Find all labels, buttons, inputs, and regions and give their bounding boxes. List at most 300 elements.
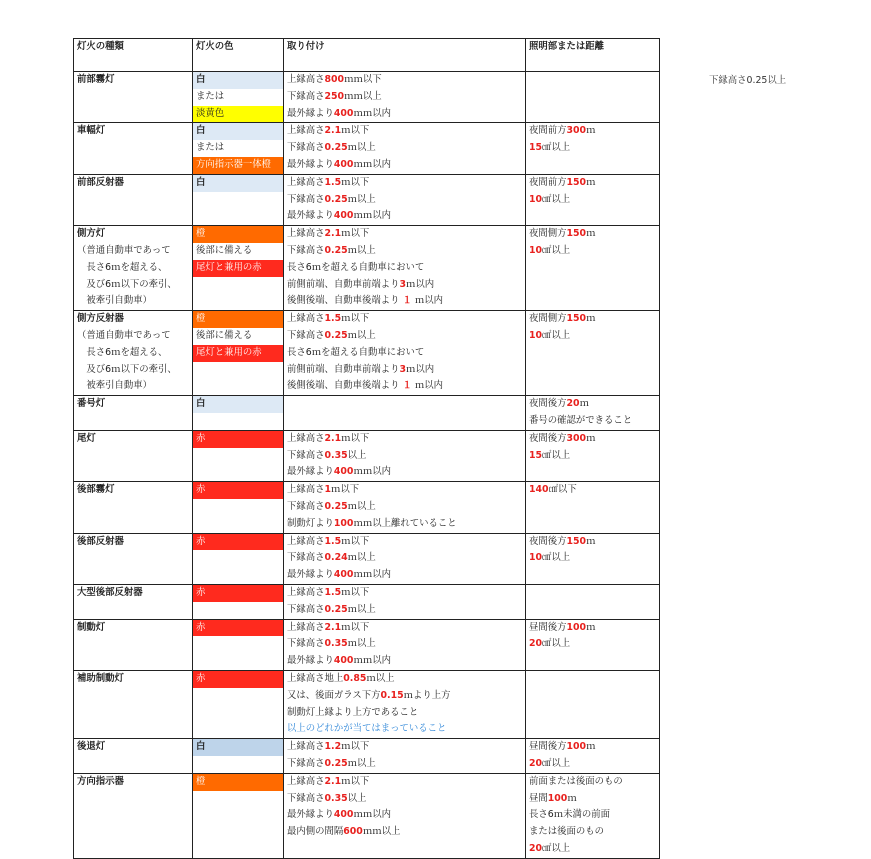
mount-line bbox=[284, 378, 525, 395]
header-color-cell bbox=[192, 39, 283, 71]
mount-line bbox=[284, 157, 525, 174]
text-segment: 長さ6ｍを超える自動車において bbox=[287, 346, 425, 358]
text-segment: 上縁高さ bbox=[287, 125, 325, 137]
text-segment: ㎠以上 bbox=[542, 757, 571, 769]
lamp-kind: 車幅灯 bbox=[77, 125, 106, 137]
color-cell bbox=[192, 396, 283, 430]
text-segment: 以上のどれかが当てはまっていること bbox=[287, 723, 447, 735]
range-cell bbox=[525, 431, 659, 481]
text-segment: 長さ6ｍ未満の前面 bbox=[529, 809, 610, 821]
text-segment: ㎠以上 bbox=[542, 449, 571, 461]
text-segment: ｍ以上 bbox=[347, 244, 376, 256]
lamp-color: 赤 bbox=[193, 671, 283, 688]
text-segment: 前側前端、自動車前端より bbox=[287, 363, 400, 375]
text-segment: ｍ bbox=[586, 125, 596, 137]
mount-cell bbox=[283, 311, 525, 395]
lamp-kind: 側方反射器 bbox=[77, 313, 124, 325]
header-mount: 取り付け bbox=[287, 41, 325, 52]
range-line bbox=[526, 226, 659, 243]
mount-line bbox=[284, 260, 525, 277]
text-segment: 夜間前方 bbox=[529, 125, 567, 137]
text-segment: ㎠以上 bbox=[542, 638, 571, 650]
range-cell bbox=[525, 175, 659, 225]
header-kind: 灯火の種類 bbox=[77, 41, 124, 52]
mount-line bbox=[284, 620, 525, 637]
range-cell bbox=[525, 72, 659, 122]
text-segment: 最外縁より bbox=[287, 210, 334, 222]
text-segment: ㎠以上 bbox=[542, 244, 571, 256]
text-segment: ｍ bbox=[586, 741, 596, 753]
value-highlight: 0.25 bbox=[324, 603, 348, 615]
range-line bbox=[526, 175, 659, 192]
value-highlight: 0.25 bbox=[324, 244, 348, 256]
text-segment: ｍ以下 bbox=[331, 484, 360, 496]
mount-line bbox=[284, 448, 525, 465]
lamp-color: 橙 bbox=[193, 774, 283, 791]
color-cell bbox=[192, 123, 283, 173]
text-segment: 最外縁より bbox=[287, 107, 334, 119]
lamp-kind: 前部反射器 bbox=[77, 176, 124, 188]
value-highlight: 3 bbox=[399, 278, 407, 290]
lamp-color: 赤 bbox=[193, 534, 283, 551]
mount-line bbox=[284, 653, 525, 670]
color-cell bbox=[192, 774, 283, 858]
text-segment: 最外縁より bbox=[287, 809, 334, 821]
text-segment: ｍ bbox=[586, 176, 596, 188]
mount-line bbox=[284, 175, 525, 192]
lamp-color: または bbox=[196, 90, 225, 102]
text-segment: ｍ以上 bbox=[366, 672, 395, 684]
value-highlight: 2.1 bbox=[324, 125, 342, 137]
text-segment: 下縁高さ bbox=[287, 757, 325, 769]
text-segment: ｍ bbox=[586, 228, 596, 240]
color-cell bbox=[192, 311, 283, 395]
value-highlight: 0.25 bbox=[324, 329, 348, 341]
table-row bbox=[74, 430, 659, 481]
range-cell bbox=[525, 774, 659, 858]
range-line bbox=[526, 620, 659, 637]
range-line bbox=[526, 824, 659, 841]
value-highlight: 1.5 bbox=[324, 313, 342, 325]
text-segment: 下縁高さ bbox=[287, 603, 325, 615]
text-segment: 最外縁より bbox=[287, 569, 334, 581]
text-segment: 最内側の間隔 bbox=[287, 826, 344, 838]
text-segment: ｍ以下 bbox=[341, 535, 370, 547]
mount-cell bbox=[283, 226, 525, 310]
lamp-color: 赤 bbox=[193, 585, 283, 602]
value-highlight: 150 bbox=[566, 176, 587, 188]
lamp-color: 赤 bbox=[193, 482, 283, 499]
text-segment: 上縁高さ bbox=[287, 621, 325, 633]
lamp-color: 橙 bbox=[193, 311, 283, 328]
mount-cell bbox=[283, 585, 525, 619]
value-highlight: 400 bbox=[333, 158, 354, 170]
range-cell bbox=[525, 739, 659, 773]
kind-cell bbox=[74, 585, 192, 619]
text-segment: 昼間後方 bbox=[529, 741, 567, 753]
mount-line bbox=[284, 208, 525, 225]
text-segment: 下縁高さ bbox=[287, 244, 325, 256]
value-highlight: 10 bbox=[529, 193, 543, 205]
value-highlight: 400 bbox=[333, 107, 354, 119]
text-segment: ｍ bbox=[586, 535, 596, 547]
text-segment: ｍ以下 bbox=[341, 741, 370, 753]
color-cell bbox=[192, 72, 283, 122]
table-row bbox=[74, 670, 659, 738]
mount-line bbox=[284, 739, 525, 756]
kind-cell bbox=[74, 431, 192, 481]
kind-cell bbox=[74, 396, 192, 430]
lamp-kind-note: 及び6ｍ以下の牽引、 bbox=[77, 363, 177, 375]
text-segment: ｍｍ以下 bbox=[344, 74, 382, 85]
value-highlight: 1 bbox=[324, 484, 332, 496]
table-row bbox=[74, 174, 659, 225]
text-segment: ｍ以上 bbox=[347, 552, 376, 564]
text-segment: 上縁高さ bbox=[287, 741, 325, 753]
text-segment: ｍ以下 bbox=[341, 125, 370, 137]
text-segment: ｍｍ以内 bbox=[353, 569, 391, 581]
table-row bbox=[74, 225, 659, 310]
header-color: 灯火の色 bbox=[196, 41, 234, 52]
color-cell bbox=[192, 534, 283, 584]
mount-cell bbox=[283, 431, 525, 481]
text-segment: ㎠以下 bbox=[548, 484, 577, 496]
range-line bbox=[526, 636, 659, 653]
mount-line bbox=[284, 705, 525, 722]
table-row bbox=[74, 584, 659, 619]
text-segment: 又は、後面ガラス下方 bbox=[287, 689, 381, 701]
range-line bbox=[526, 448, 659, 465]
text-segment: ｍ以上 bbox=[347, 757, 376, 769]
text-segment: 上縁高さ bbox=[287, 176, 325, 188]
text-segment: 最外縁より bbox=[287, 655, 334, 667]
value-highlight: 2.1 bbox=[324, 432, 342, 444]
mount-line bbox=[284, 756, 525, 773]
text-segment: 上縁高さ bbox=[287, 74, 325, 85]
table-header-row bbox=[74, 39, 659, 71]
mount-line bbox=[284, 671, 525, 688]
range-line bbox=[526, 431, 659, 448]
lamp-color: 白 bbox=[193, 72, 283, 89]
kind-cell bbox=[74, 226, 192, 310]
mount-line bbox=[284, 499, 525, 516]
mount-line bbox=[284, 791, 525, 808]
color-cell bbox=[192, 671, 283, 738]
text-segment: ｍより上方 bbox=[403, 689, 451, 701]
kind-cell bbox=[74, 739, 192, 773]
mount-line bbox=[284, 431, 525, 448]
kind-cell bbox=[74, 311, 192, 395]
text-segment: ｍ以下 bbox=[341, 621, 370, 633]
mount-line bbox=[284, 192, 525, 209]
value-highlight: 1.5 bbox=[324, 586, 342, 598]
range-cell bbox=[525, 585, 659, 619]
kind-cell bbox=[74, 72, 192, 122]
header-mount-cell bbox=[283, 39, 525, 71]
color-cell bbox=[192, 226, 283, 310]
kind-cell bbox=[74, 671, 192, 738]
mount-line bbox=[284, 277, 525, 294]
mount-line bbox=[284, 774, 525, 791]
text-segment: ｍｍ以上離れていること bbox=[353, 517, 457, 529]
value-highlight: 150 bbox=[566, 313, 587, 325]
range-line bbox=[526, 311, 659, 328]
text-segment: ｍ以下 bbox=[341, 775, 370, 787]
mount-line bbox=[284, 311, 525, 328]
lamp-kind: 大型後部反射器 bbox=[77, 586, 143, 598]
range-line bbox=[526, 396, 659, 413]
text-segment: 最外縁より bbox=[287, 466, 334, 478]
value-highlight: 0.35 bbox=[324, 449, 348, 461]
value-highlight: 1.2 bbox=[324, 741, 342, 753]
text-segment: 最外縁より bbox=[287, 158, 334, 170]
range-line bbox=[526, 413, 659, 430]
lamp-kind: 制動灯 bbox=[77, 621, 106, 633]
text-segment: 下縁高さ bbox=[287, 193, 325, 205]
mount-cell bbox=[283, 774, 525, 858]
value-highlight: 400 bbox=[333, 210, 354, 222]
value-highlight: 0.35 bbox=[324, 638, 348, 650]
mount-line bbox=[284, 636, 525, 653]
value-highlight: １ bbox=[402, 380, 412, 392]
text-segment: ｍｍ以上 bbox=[344, 90, 382, 102]
text-segment: 夜間後方 bbox=[529, 398, 567, 410]
range-line bbox=[526, 140, 659, 157]
header-kind-cell bbox=[74, 39, 192, 71]
range-cell bbox=[525, 396, 659, 430]
range-line bbox=[526, 192, 659, 209]
kind-cell bbox=[74, 534, 192, 584]
value-highlight: 0.85 bbox=[343, 672, 367, 684]
text-segment: 昼間後方 bbox=[529, 621, 567, 633]
mount-line bbox=[284, 567, 525, 584]
text-segment: 昼間 bbox=[529, 792, 548, 804]
mount-cell bbox=[283, 620, 525, 670]
mount-line bbox=[284, 226, 525, 243]
text-segment: 下縁高さ bbox=[287, 329, 325, 341]
value-highlight: 15 bbox=[529, 449, 543, 461]
text-segment: ｍ bbox=[586, 313, 596, 325]
lamp-color: 後部に備える bbox=[196, 244, 253, 256]
lighting-spec-table bbox=[73, 38, 660, 859]
color-cell bbox=[192, 482, 283, 532]
lamp-kind-note: 被牽引自動車） bbox=[77, 295, 153, 307]
text-segment: 制動灯上縁より上方であること bbox=[287, 706, 419, 718]
text-segment: 夜間後方 bbox=[529, 432, 567, 444]
range-line bbox=[526, 534, 659, 551]
table-row bbox=[74, 122, 659, 173]
text-segment: 上縁高さ bbox=[287, 313, 325, 325]
text-segment: ｍ以下 bbox=[341, 313, 370, 325]
value-highlight: 15 bbox=[529, 142, 543, 154]
text-segment: 上縁高さ bbox=[287, 432, 325, 444]
text-segment: 上縁高さ bbox=[287, 586, 325, 598]
text-segment: 下縁高さ bbox=[287, 449, 325, 461]
text-segment: 番号の確認ができること bbox=[529, 414, 633, 426]
kind-cell bbox=[74, 482, 192, 532]
value-highlight: 1.5 bbox=[324, 535, 342, 547]
lamp-kind: 側方灯 bbox=[77, 228, 106, 240]
text-segment: 下縁高さ bbox=[287, 792, 325, 804]
lamp-kind: 前部霧灯 bbox=[77, 74, 115, 85]
table-row bbox=[74, 71, 659, 122]
range-cell bbox=[525, 123, 659, 173]
text-segment: ｍ以上 bbox=[347, 603, 376, 615]
header-range-cell bbox=[525, 39, 659, 71]
range-line bbox=[526, 774, 659, 791]
range-cell bbox=[525, 671, 659, 738]
lamp-kind: 補助制動灯 bbox=[77, 672, 124, 684]
range-line bbox=[526, 841, 659, 858]
range-cell bbox=[525, 620, 659, 670]
lamp-kind: 後部反射器 bbox=[77, 535, 124, 547]
lamp-kind: 後部霧灯 bbox=[77, 484, 115, 496]
mount-line bbox=[284, 345, 525, 362]
text-segment: 上縁高さ bbox=[287, 484, 325, 496]
lamp-kind: 番号灯 bbox=[77, 398, 106, 410]
lamp-color: 赤 bbox=[193, 620, 283, 637]
text-segment: ｍｍ以内 bbox=[353, 158, 391, 170]
text-segment: ｍｍ以内 bbox=[353, 107, 391, 119]
text-segment: 夜間前方 bbox=[529, 176, 567, 188]
lamp-kind-note: （普通自動車であって bbox=[77, 244, 171, 256]
header-range: 照明部または距離 bbox=[529, 41, 605, 52]
text-segment: ｍｍ以内 bbox=[353, 809, 391, 821]
text-segment: ｍｍ以内 bbox=[353, 210, 391, 222]
table-row bbox=[74, 481, 659, 532]
mount-line bbox=[284, 721, 525, 738]
text-segment: ｍ bbox=[586, 432, 596, 444]
lamp-kind-note: 及び6ｍ以下の牽引、 bbox=[77, 278, 177, 290]
mount-line bbox=[284, 585, 525, 602]
value-highlight: 0.25 bbox=[324, 757, 348, 769]
color-cell bbox=[192, 585, 283, 619]
color-cell bbox=[192, 620, 283, 670]
mount-cell bbox=[283, 123, 525, 173]
lamp-color: 尾灯と兼用の赤 bbox=[193, 260, 283, 277]
kind-cell bbox=[74, 175, 192, 225]
value-highlight: 100 bbox=[566, 741, 587, 753]
lamp-color: 赤 bbox=[193, 431, 283, 448]
text-segment: 長さ6ｍを超える自動車において bbox=[287, 261, 425, 273]
mount-cell bbox=[283, 739, 525, 773]
text-segment: ｍ以内 bbox=[411, 295, 443, 307]
mount-line bbox=[284, 106, 525, 123]
lamp-kind: 方向指示器 bbox=[77, 775, 124, 787]
value-highlight: 10 bbox=[529, 552, 543, 564]
text-segment: ｍ以下 bbox=[341, 586, 370, 598]
text-segment: 夜間後方 bbox=[529, 535, 567, 547]
value-highlight: 140 bbox=[529, 484, 549, 496]
value-highlight: 300 bbox=[566, 432, 587, 444]
value-highlight: 0.15 bbox=[380, 689, 404, 701]
text-segment: ㎠以上 bbox=[542, 329, 571, 341]
mount-line bbox=[284, 328, 525, 345]
text-segment: ㎠以上 bbox=[542, 842, 571, 854]
value-highlight: 20 bbox=[529, 757, 543, 769]
value-highlight: 150 bbox=[566, 535, 587, 547]
mount-line bbox=[284, 72, 525, 89]
text-segment: ｍｍ以内 bbox=[353, 655, 391, 667]
text-segment: 前面または後面のもの bbox=[529, 775, 623, 787]
value-highlight: 2.1 bbox=[324, 228, 342, 240]
lamp-color: 白 bbox=[193, 739, 283, 756]
range-cell bbox=[525, 534, 659, 584]
table-row bbox=[74, 310, 659, 395]
value-highlight: 100 bbox=[547, 792, 568, 804]
value-highlight: 0.25 bbox=[324, 193, 348, 205]
text-segment: または後面のもの bbox=[529, 826, 605, 838]
mount-cell bbox=[283, 175, 525, 225]
value-highlight: 400 bbox=[333, 809, 354, 821]
text-segment: ｍ以内 bbox=[406, 278, 435, 290]
mount-line bbox=[284, 89, 525, 106]
range-line bbox=[526, 756, 659, 773]
value-highlight: 0.35 bbox=[324, 792, 348, 804]
value-highlight: 10 bbox=[529, 244, 543, 256]
mount-cell bbox=[283, 396, 525, 430]
text-segment: 制動灯より bbox=[287, 517, 334, 529]
value-highlight: 0.25 bbox=[324, 142, 348, 154]
mount-cell bbox=[283, 671, 525, 738]
text-segment: ｍ bbox=[579, 398, 589, 410]
color-cell bbox=[192, 431, 283, 481]
value-highlight: 400 bbox=[333, 569, 354, 581]
value-highlight: 20 bbox=[529, 842, 543, 854]
table-row bbox=[74, 395, 659, 430]
value-highlight: 20 bbox=[566, 398, 580, 410]
value-highlight: 2.1 bbox=[324, 621, 342, 633]
text-segment: 以上 bbox=[347, 792, 367, 804]
lamp-color: 尾灯と兼用の赤 bbox=[193, 345, 283, 362]
text-segment: ｍｍ以上 bbox=[362, 826, 401, 838]
mount-line bbox=[284, 243, 525, 260]
lamp-kind-note: （普通自動車であって bbox=[77, 329, 171, 341]
value-highlight: 600 bbox=[343, 826, 363, 838]
value-highlight: 2.1 bbox=[324, 775, 342, 787]
range-line bbox=[526, 328, 659, 345]
text-segment: 後側後端、自動車後端より bbox=[287, 295, 403, 307]
value-highlight: 100 bbox=[566, 621, 587, 633]
lamp-kind: 尾灯 bbox=[77, 432, 96, 444]
text-segment: ｍ以上 bbox=[347, 193, 376, 205]
mount-line bbox=[284, 602, 525, 619]
value-highlight: 800 bbox=[324, 74, 345, 85]
value-highlight: 20 bbox=[529, 638, 543, 650]
text-segment: ｍｍ以内 bbox=[353, 466, 391, 478]
mount-line bbox=[284, 824, 525, 841]
lamp-color: 橙 bbox=[193, 226, 283, 243]
text-segment: 夜間側方 bbox=[529, 313, 567, 325]
mount-line bbox=[284, 482, 525, 499]
kind-cell bbox=[74, 620, 192, 670]
mount-line bbox=[284, 293, 525, 310]
value-highlight: 10 bbox=[529, 329, 543, 341]
mount-line bbox=[284, 140, 525, 157]
table-row bbox=[74, 738, 659, 773]
lamp-kind-note: 長さ6ｍを超える、 bbox=[77, 261, 168, 273]
text-segment: ｍ以下 bbox=[341, 432, 370, 444]
range-line bbox=[526, 482, 659, 499]
value-highlight: １ bbox=[402, 295, 412, 307]
value-highlight: 400 bbox=[333, 655, 354, 667]
lamp-kind: 後退灯 bbox=[77, 741, 106, 753]
value-highlight: 3 bbox=[399, 363, 407, 375]
lamp-color: 白 bbox=[193, 396, 283, 413]
range-line bbox=[526, 807, 659, 824]
mount-cell bbox=[283, 534, 525, 584]
mount-line bbox=[284, 534, 525, 551]
